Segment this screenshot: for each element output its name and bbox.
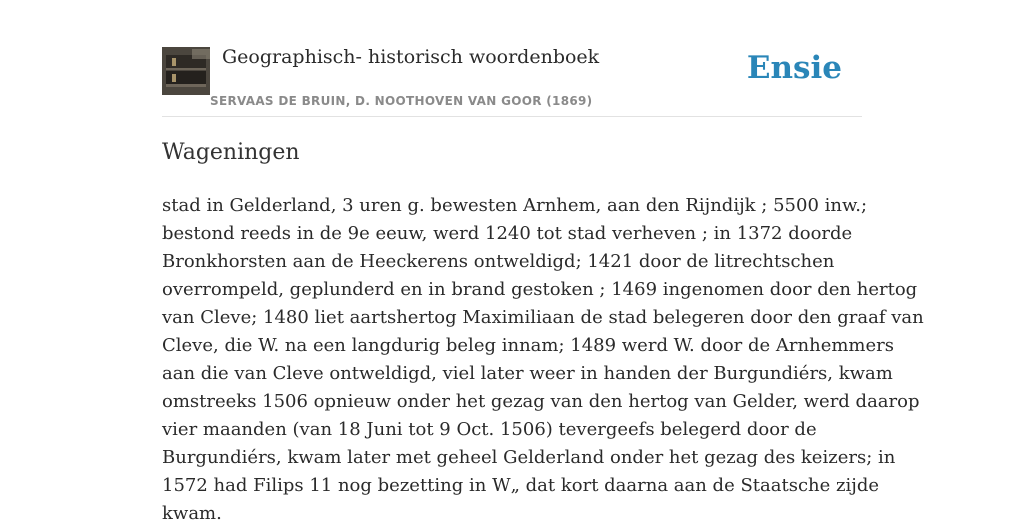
entry-line: Burgundiérs, kwam later met geheel Gelderland onder het gezag des keizers; in — [162, 447, 896, 468]
book-cover-image[interactable] — [162, 47, 210, 95]
entry-line: 1572 had Filips 11 nog bezetting in W„ dat kort daarna aan de Staatsche zijde — [162, 475, 879, 496]
entry-line: kwam. — [162, 503, 222, 524]
book-cover-icon — [162, 47, 210, 95]
book-authors: SERVAAS DE BRUIN, D. NOOTHOVEN VAN GOOR (1869) — [210, 94, 593, 108]
entry-line: stad in Gelderland, 3 uren g. bewesten Arnhem, aan den Rijndijk ; 5500 inw.; — [162, 195, 868, 216]
entry-line: Cleve, die W. na een langdurig beleg innam; 1489 werd W. door de Arnhemmers — [162, 335, 894, 356]
entry-line: vier maanden (van 18 Juni tot 9 Oct. 1506) tevergeefs belegerd door de — [162, 419, 817, 440]
entry-line: Bronkhorsten aan de Heeckerens ontweldigd; 1421 door de litrechtschen — [162, 251, 835, 272]
entry-body — [162, 192, 924, 528]
book-header — [162, 44, 862, 117]
entry-line: overrompeld, geplunderd en in brand gestoken ; 1469 ingenomen door den hertog — [162, 279, 918, 300]
entry-line: omstreeks 1506 opnieuw onder het gezag van den hertog van Gelder, werd daarop — [162, 391, 920, 412]
ensie-logo-link[interactable]: Ensie — [746, 50, 842, 86]
entry-line: van Cleve; 1480 liet aartshertog Maximiliaan de stad belegeren door den graaf van — [162, 307, 924, 328]
entry-line: aan die van Cleve ontweldigd, viel later weer in handen der Burgundiérs, kwam — [162, 363, 893, 384]
book-title[interactable]: Geographisch- historisch woordenboek — [222, 46, 600, 68]
entry-line: bestond reeds in de 9e eeuw, werd 1240 tot stad verheven ; in 1372 doorde — [162, 223, 853, 244]
entry-title: Wageningen — [162, 140, 300, 165]
